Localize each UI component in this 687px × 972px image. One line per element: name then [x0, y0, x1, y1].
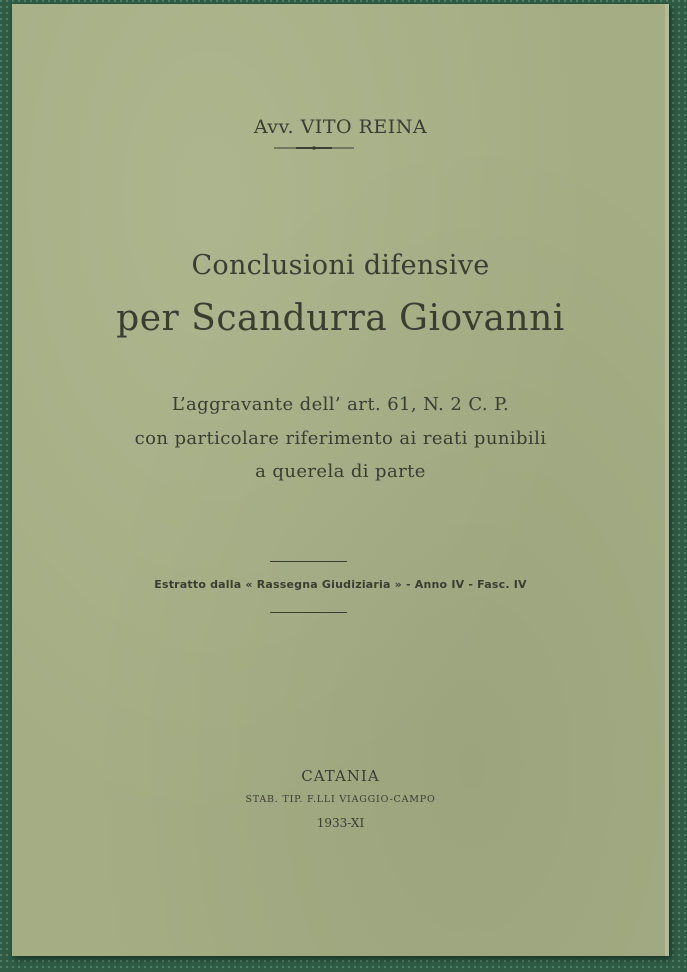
title-line-2: per Scandurra Giovanni: [116, 298, 565, 339]
rule-below-extract: [270, 612, 347, 613]
subtitle-line-3: a querela di parte: [255, 461, 426, 482]
ornament-divider: [274, 146, 354, 150]
extract-note: Estratto dalla « Rassegna Giudiziaria » - Anno IV - Fasc. IV: [154, 578, 527, 591]
imprint-printer: STAB. TIP. F.LLI VIAGGIO-CAMPO: [245, 794, 436, 805]
subtitle-line-1: L’aggravante dell’ art. 61, N. 2 C. P.: [171, 394, 510, 415]
author-name: Avv. VITO REINA: [253, 116, 428, 138]
subtitle-line-2: con particolare riferimento ai reati punibili: [134, 428, 547, 449]
rule-above-extract: [270, 561, 347, 562]
booklet-cover: [12, 4, 669, 956]
title-line-1: Conclusioni difensive: [191, 250, 490, 281]
imprint-year: 1933-XI: [316, 816, 365, 830]
imprint-city: CATANIA: [301, 767, 380, 785]
